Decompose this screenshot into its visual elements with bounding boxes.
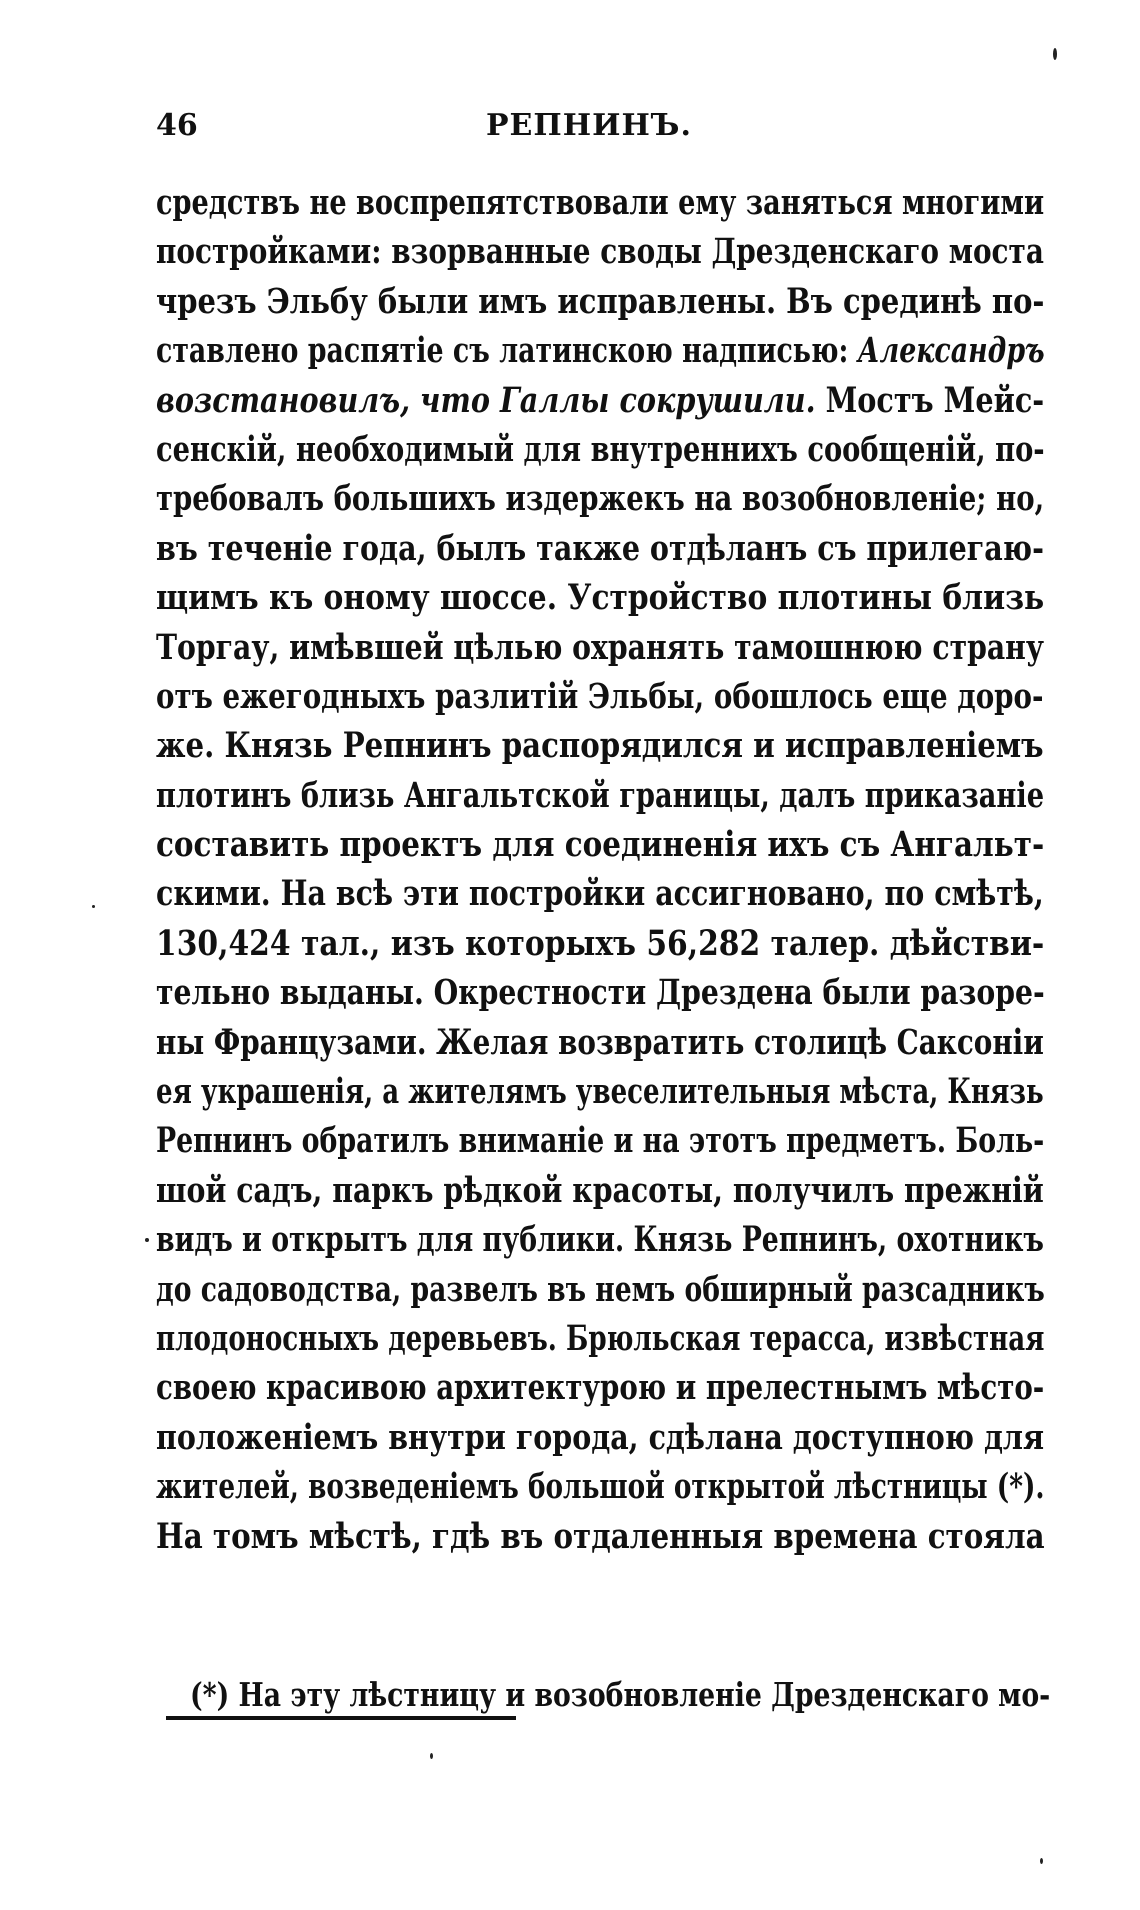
italic-text: Александръ	[857, 330, 1045, 372]
text-line	[156, 869, 1044, 918]
line-text: положеніемъ внутри города, сдѣлана доступною для	[156, 1416, 1045, 1458]
line-text: ставлено распятіе съ латинскою надписью:	[156, 330, 858, 372]
text-line	[156, 968, 1045, 1017]
text-line	[156, 1116, 1044, 1165]
text-line	[156, 919, 1044, 968]
text-line	[156, 1166, 1044, 1215]
text-line	[156, 227, 1044, 276]
text-line	[156, 376, 1044, 425]
page-number: 46	[156, 108, 198, 143]
line-text: Торгау, имѣвшей цѣлью охранять тамошнюю страну	[156, 626, 1044, 668]
line-text: въ теченіе года, былъ также отдѣланъ съ прилегаю-	[156, 527, 1044, 569]
line-text: скими. На всѣ эти постройки ассигновано, по смѣтѣ,	[156, 873, 1044, 915]
text-line	[156, 1363, 1044, 1412]
text-line	[156, 1462, 1044, 1511]
scan-speck	[1053, 48, 1057, 60]
text-line	[156, 820, 1044, 869]
text-line	[156, 1215, 1044, 1264]
text-line	[156, 573, 1044, 622]
text-line	[156, 524, 1044, 573]
text-line	[156, 1413, 1044, 1462]
scan-speck	[145, 1238, 149, 1242]
text-line	[156, 1512, 1044, 1561]
line-text: чрезъ Эльбу были имъ исправлены. Въ срединѣ по-	[156, 280, 1045, 322]
main-text	[156, 178, 1044, 1561]
text-line	[156, 425, 1044, 474]
line-text: видъ и открытъ для публики. Князь Репнинъ, охотникъ	[156, 1219, 1044, 1261]
scan-speck	[430, 1753, 433, 1759]
line-text: На томъ мѣстѣ, гдѣ въ отдаленныя времена стояла	[156, 1515, 1045, 1557]
text-line	[156, 721, 1044, 770]
text-line	[156, 178, 1044, 227]
page-header	[156, 108, 1036, 148]
line-text: плотинъ близь Ангальтской границы, далъ приказаніе	[156, 774, 1045, 816]
line-text: своею красивою архитектурою и прелестнымъ мѣсто-	[156, 1367, 1045, 1409]
text-line	[156, 1018, 1044, 1067]
line-text: шой садъ, паркъ рѣдкой красоты, получилъ прежній	[156, 1169, 1044, 1211]
line-text: ны Французами. Желая возвратить столицѣ Саксоніи	[156, 1021, 1044, 1063]
line-text: средствъ не воспрепятствовали ему заняться многими	[156, 182, 1045, 223]
line-text: составить проектъ для соединенія ихъ съ Ангальт-	[156, 824, 1045, 866]
line-text: жителей, возведеніемъ большой открытой лѣстницы (*).	[156, 1466, 1045, 1508]
line-text: ея украшенія, а жителямъ увеселительныя мѣста, Князь	[156, 1071, 1044, 1113]
line-text: требовалъ большихъ издержекъ на возобновленіе; но,	[156, 478, 1045, 520]
text-line	[156, 1067, 1044, 1116]
line-text: щимъ къ оному шоссе. Устройство плотины близь	[156, 577, 1045, 619]
scan-speck	[1040, 1858, 1043, 1864]
text-line	[156, 1314, 1044, 1363]
line-text: же. Князь Репнинъ распорядился и исправленіемъ	[156, 725, 1044, 767]
line-text: 130,424 тал., изъ которыхъ 56,282 талер. дѣйстви-	[156, 922, 1045, 964]
running-head: РЕПНИНЪ.	[486, 108, 692, 143]
text-line	[156, 623, 1044, 672]
text-line	[156, 672, 1044, 721]
italic-text: возстановилъ, что Галлы сокрушили.	[156, 379, 816, 421]
line-text: сенскій, необходимый для внутреннихъ сообщеній, по-	[156, 428, 1045, 470]
line-text: до садоводства, развелъ въ немъ обширный разсадникъ	[156, 1268, 1045, 1310]
line-text: Мостъ Мейс-	[815, 379, 1045, 421]
text-line	[156, 326, 1045, 375]
line-text: Репнинъ обратилъ вниманіе и на этотъ предметъ. Боль-	[156, 1120, 1045, 1162]
text-line	[156, 474, 1044, 523]
scan-speck	[92, 905, 95, 908]
text-line	[156, 1265, 1044, 1314]
text-line	[156, 277, 1044, 326]
line-text: тельно выданы. Окрестности Дрездена были разоре-	[156, 972, 1045, 1014]
line-text: отъ ежегодныхъ разлитій Эльбы, обошлось еще доро-	[156, 675, 1044, 717]
line-text: постройками: взорванные своды Дрезденскаго моста	[156, 231, 1044, 273]
line-text: плодоносныхъ деревьевъ. Брюльская терасса, извѣстная	[156, 1317, 1045, 1359]
text-line	[156, 771, 1044, 820]
footnote-text: (*) На эту лѣстницу и возобновленіе Дрезденскаго мо-	[190, 1675, 1051, 1714]
